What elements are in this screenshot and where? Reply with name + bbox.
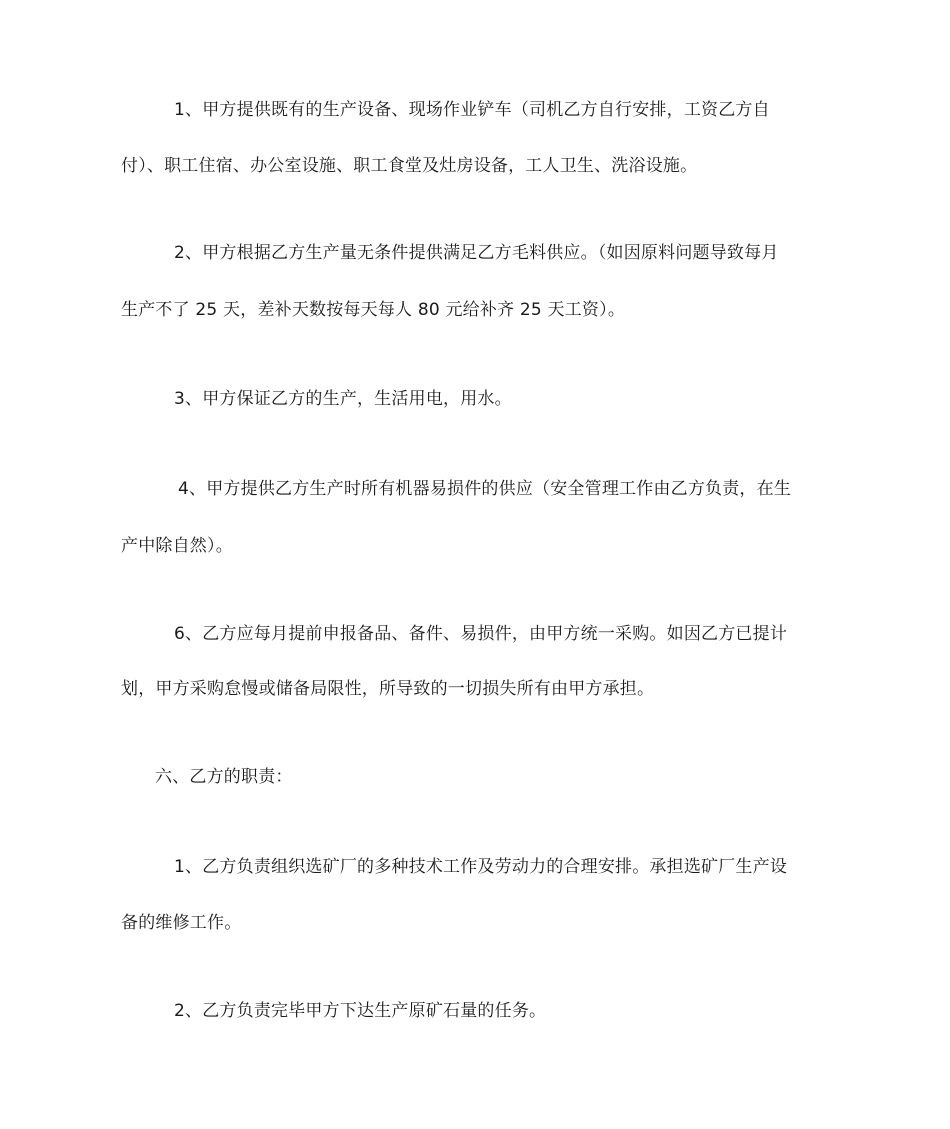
paragraph-4-line-1: 4、甲方提供乙方生产时所有机器易损件的供应（安全管理工作由乙方负责，在生 bbox=[178, 479, 792, 499]
paragraph-5-line-2: 划，甲方采购怠慢或储备局限性，所导致的一切损失所有由甲方承担。 bbox=[121, 679, 655, 699]
paragraph-7-line-2: 备的维修工作。 bbox=[121, 913, 242, 933]
paragraph-4-line-2: 产中除自然）。 bbox=[121, 536, 233, 556]
paragraph-5-line-1: 6、乙方应每月提前申报备品、备件、易损件，由甲方统一采购。如因乙方已提计 bbox=[174, 624, 788, 644]
paragraph-3-line-1: 3、甲方保证乙方的生产，生活用电，用水。 bbox=[174, 389, 512, 409]
paragraph-7-line-1: 1、乙方负责组织选矿厂的多种技术工作及劳动力的合理安排。承担选矿厂生产设 bbox=[174, 857, 788, 877]
paragraph-1-line-1: 1、甲方提供既有的生产设备、现场作业铲车（司机乙方自行安排，工资乙方自 bbox=[174, 100, 770, 120]
paragraph-8-line-1: 2、乙方负责完毕甲方下达生产原矿石量的任务。 bbox=[174, 1001, 547, 1021]
paragraph-2-line-1: 2、甲方根据乙方生产量无条件提供满足乙方毛料供应。（如因原料问题导致每月 bbox=[174, 243, 779, 263]
section-heading-party-b-duties: 六、乙方的职责： bbox=[155, 767, 293, 787]
paragraph-1-line-2: 付）、职工住宿、办公室设施、职工食堂及灶房设备，工人卫生、洗浴设施。 bbox=[121, 156, 698, 176]
paragraph-2-line-2: 生产不了 25 天，差补天数按每天每人 80 元给补齐 25 天工资）。 bbox=[121, 300, 626, 320]
